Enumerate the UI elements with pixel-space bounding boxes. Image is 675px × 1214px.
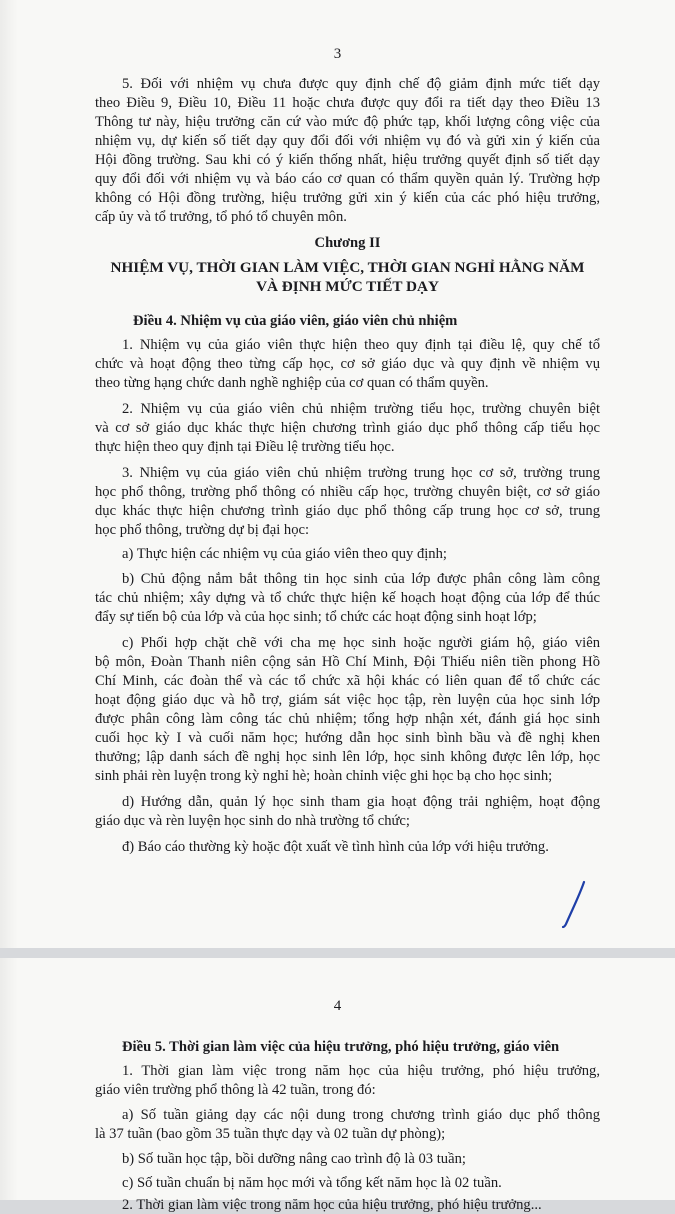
text-line: quy đổi đối với nhiệm vụ và báo cáo cơ quan có thẩm quyền quản lý. Trường hợp <box>95 171 600 187</box>
text-line: 3. Nhiệm vụ của giáo viên chủ nhiệm trường trung học cơ sở, trường trung <box>122 465 600 481</box>
text-line: đ) Báo cáo thường kỳ hoặc đột xuất về tình hình của lớp với hiệu trưởng. <box>122 839 549 855</box>
text-line: cấp ủy và tổ trưởng, tổ phó tổ chuyên môn. <box>95 209 347 225</box>
text-line: học phổ thông, trường phổ thông có nhiều cấp học, trường chuyên biệt, cơ sở giáo <box>95 484 600 500</box>
text-line: bộ môn, Đoàn Thanh niên cộng sản Hồ Chí Minh, Đội Thiếu niên tiền phong Hồ <box>95 654 600 670</box>
pen-mark <box>560 880 590 930</box>
text-line: đẩy sự tiến bộ của lớp và của học sinh; tổ chức các hoạt động sinh hoạt lớp; <box>95 609 537 625</box>
text-line: không có Hội đồng trường, hiệu trưởng gửi xin ý kiến của các phó hiệu trưởng, <box>95 190 600 206</box>
text-line: theo từng hạng chức danh nghề nghiệp của cơ quan có thẩm quyền. <box>95 375 489 391</box>
text-line: nhiệm vụ, dự kiến số tiết dạy quy đổi đối với nhiệm vụ đó và gửi xin ý kiến của <box>95 133 600 149</box>
text-line: Thông tư này, hiệu trưởng căn cứ vào mức độ phức tạp, khối lượng công việc của <box>95 114 600 130</box>
text-line: hoạt động giáo dục và hỗ trợ, giám sát việc học tập, rèn luyện của học sinh lớp <box>95 692 600 708</box>
text-line: là 37 tuần (bao gồm 35 tuần thực dạy và 02 tuần dự phòng); <box>95 1126 446 1142</box>
text-line: a) Số tuần giảng dạy các nội dung trong chương trình giáo dục phổ thông <box>122 1107 600 1123</box>
text-line: 2. Nhiệm vụ của giáo viên chủ nhiệm trường tiểu học, trường chuyên biệt <box>122 401 600 417</box>
text-line: giáo viên trường phổ thông là 42 tuần, trong đó: <box>95 1082 376 1098</box>
chapter-label: Chương II <box>314 235 381 251</box>
page-edge-shadow <box>0 958 18 1200</box>
text-line: c) Số tuần chuẩn bị năm học mới và tổng kết năm học là 02 tuần. <box>122 1175 502 1191</box>
text-line: thực hiện theo quy định tại Điều lệ trường tiểu học. <box>95 439 395 455</box>
text-line: Chí Minh, các đoàn thể và các tổ chức xã hội khác có liên quan để tổ chức các <box>95 673 600 689</box>
text-line-cut: 2. Thời gian làm việc trong năm học của hiệu trưởng, phó hiệu trưởng... <box>122 1197 542 1213</box>
text-line: c) Phối hợp chặt chẽ với cha mẹ học sinh hoặc người giám hộ, giáo viên <box>122 635 600 651</box>
text-line: dục khác thực hiện chương trình giáo dục phổ thông cấp trung học cơ sở, trung <box>95 503 600 519</box>
text-line: thưởng; lập danh sách đề nghị học sinh lên lớp, học sinh không được lên lớp, học <box>95 749 600 765</box>
page-edge-shadow <box>0 0 18 948</box>
text-line: 5. Đối với nhiệm vụ chưa được quy định chế độ giảm định mức tiết dạy <box>122 76 600 92</box>
text-line: cuối học kỳ I và cuối năm học; hướng dẫn học sinh bình bầu và đề nghị khen <box>95 730 600 746</box>
text-line: Hội đồng trường. Sau khi có ý kiến thống nhất, hiệu trưởng quyết định số tiết dạy <box>95 152 600 168</box>
text-line: b) Số tuần học tập, bồi dưỡng nâng cao trình độ là 03 tuần; <box>122 1151 466 1167</box>
text-line: và cơ sở giáo dục khác thực hiện chương trình giáo dục phổ thông cấp tiểu học <box>95 420 600 436</box>
chapter-title: VÀ ĐỊNH MỨC TIẾT DẠY <box>256 278 439 295</box>
chapter-title: NHIỆM VỤ, THỜI GIAN LÀM VIỆC, THỜI GIAN NGHỈ HẰNG NĂM <box>110 259 585 276</box>
text-line: sinh phải rèn luyện trong kỳ nghỉ hè; hoàn chỉnh việc ghi học bạ cho học sinh; <box>95 768 553 784</box>
text-line: được phân công làm công tác chủ nhiệm; tổng hợp nhận xét, đánh giá học sinh <box>95 711 600 727</box>
document-page-4 <box>0 958 675 1213</box>
text-line: a) Thực hiện các nhiệm vụ của giáo viên theo quy định; <box>122 546 447 562</box>
text-line: học phổ thông, trường dự bị đại học: <box>95 522 310 538</box>
text-line: chức và hoạt động theo từng cấp học, cơ sở giáo dục và quy định về nhiệm vụ <box>95 356 600 372</box>
article-5-title: Điều 5. Thời gian làm việc của hiệu trưởng, phó hiệu trưởng, giáo viên <box>122 1039 560 1055</box>
text-line: b) Chủ động nắm bắt thông tin học sinh của lớp được phân công làm công <box>122 571 600 587</box>
text-line: giáo dục và rèn luyện học sinh do nhà trường tổ chức; <box>95 813 410 829</box>
page-number: 3 <box>333 46 342 62</box>
text-line: 1. Nhiệm vụ của giáo viên thực hiện theo quy định tại điều lệ, quy chế tổ <box>122 337 600 353</box>
text-line: theo Điều 9, Điều 10, Điều 11 hoặc chưa được quy đổi ra tiết dạy theo Điều 13 <box>95 95 600 111</box>
text-line: tác chủ nhiệm; xây dựng và tổ chức thực hiện kế hoạch hoạt động của lớp để thúc <box>95 590 600 606</box>
text-line: d) Hướng dẫn, quản lý học sinh tham gia hoạt động trải nghiệm, hoạt động <box>122 794 600 810</box>
text-line: 1. Thời gian làm việc trong năm học của hiệu trưởng, phó hiệu trưởng, <box>122 1063 600 1079</box>
page-number: 4 <box>333 998 342 1014</box>
article-4-title: Điều 4. Nhiệm vụ của giáo viên, giáo viên chủ nhiệm <box>133 313 458 329</box>
pen-stroke <box>563 882 584 927</box>
